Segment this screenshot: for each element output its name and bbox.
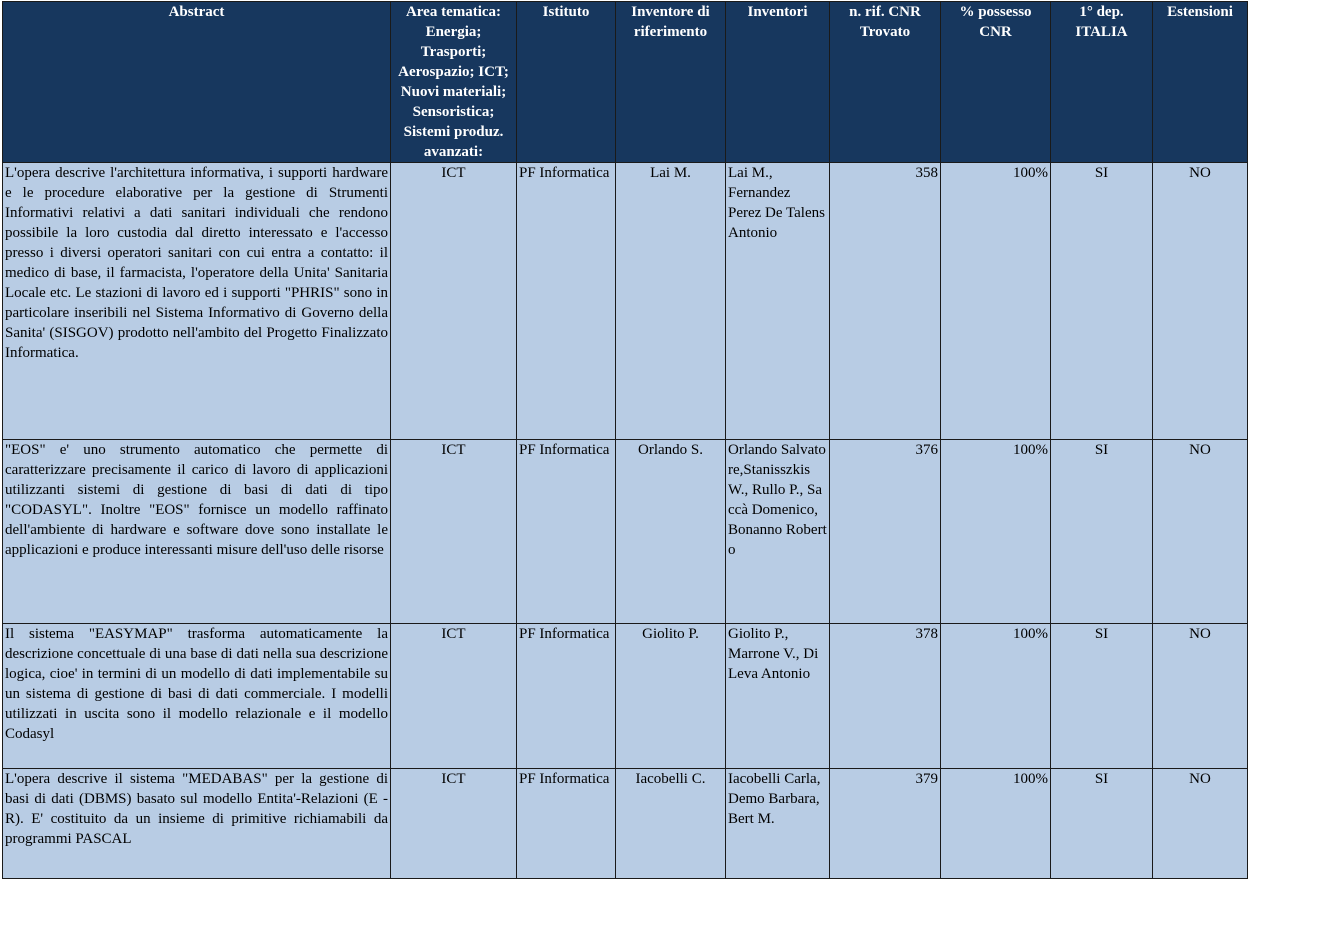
cell-dep-italia: SI — [1051, 769, 1153, 879]
cell-abstract: Il sistema "EASYMAP" trasforma automaticamente la descrizione concettuale di una base di dati nella sua descrizione logica, cioe' in termini di un modello di dati implementabile su un sistema di gestione di basi di dati commerciale. I modelli utilizzati in uscita sono il modello relazionale e il modello Codasyl — [3, 624, 391, 769]
cell-n-rif: 379 — [830, 769, 941, 879]
cell-area: ICT — [391, 769, 517, 879]
table-row — [3, 624, 1248, 769]
header-estensioni: Estensioni — [1153, 2, 1248, 163]
cell-inventori: Iacobelli Carla, Demo Barbara, Bert M. — [726, 769, 830, 879]
cell-dep-italia: SI — [1051, 440, 1153, 624]
header-dep-italia: 1° dep. ITALIA — [1051, 2, 1153, 163]
cell-possesso: 100% — [941, 624, 1051, 769]
cell-estensioni: NO — [1153, 769, 1248, 879]
cell-inventore-rif: Giolito P. — [616, 624, 726, 769]
header-abstract: Abstract — [3, 2, 391, 163]
cell-dep-italia: SI — [1051, 163, 1153, 440]
table-row — [3, 769, 1248, 879]
header-n-rif: n. rif. CNR Trovato — [830, 2, 941, 163]
cell-istituto: PF Informatica — [517, 769, 616, 879]
cell-estensioni: NO — [1153, 163, 1248, 440]
cell-abstract: L'opera descrive l'architettura informativa, i supporti hardware e le procedure elaborative per la gestione di Strumenti Informativi relativi a dati sanitari individuali che rendono possibile la loro custodia dal diretto interessato e l'accesso presso i diversi operatori sanitari con cui entra a contatto: il medico di base, il farmacista, l'operatore della Unita' Sanitaria Locale etc. Le stazioni di lavoro ed i supporti "PHRIS" sono in particolare inseribili nel Sistema Informativo di Governo della Sanita' (SISGOV) prodotto nell'ambito del Progetto Finalizzato Informatica. — [3, 163, 391, 440]
cell-n-rif: 358 — [830, 163, 941, 440]
cell-possesso: 100% — [941, 440, 1051, 624]
header-area-tematica: Area tematica: Energia; Trasporti; Aerospazio; ICT; Nuovi materiali; Sensoristica; Sistemi produz. avanzati: — [391, 2, 517, 163]
cell-dep-italia: SI — [1051, 624, 1153, 769]
cell-possesso: 100% — [941, 769, 1051, 879]
cell-possesso: 100% — [941, 163, 1051, 440]
cell-inventori: Orlando Salvatore,Stanisszkis W., Rullo P., Saccà Domenico, Bonanno Roberto — [726, 440, 830, 624]
header-row — [3, 2, 1248, 163]
table-row — [3, 163, 1248, 440]
header-istituto: Istituto — [517, 2, 616, 163]
cell-inventori: Lai M., Fernandez Perez De Talens Antonio — [726, 163, 830, 440]
cell-estensioni: NO — [1153, 440, 1248, 624]
cell-istituto: PF Informatica — [517, 163, 616, 440]
cell-inventore-rif: Orlando S. — [616, 440, 726, 624]
cell-area: ICT — [391, 440, 517, 624]
cell-abstract: L'opera descrive il sistema "MEDABAS" per la gestione di basi di dati (DBMS) basato sul modello Entita'-Relazioni (E - R). E' costituito da un insieme di primitive richiamabili da programmi PASCAL — [3, 769, 391, 879]
cell-inventore-rif: Lai M. — [616, 163, 726, 440]
header-inventori: Inventori — [726, 2, 830, 163]
cell-estensioni: NO — [1153, 624, 1248, 769]
table-row — [3, 440, 1248, 624]
header-inventore-riferimento: Inventore di riferimento — [616, 2, 726, 163]
cell-area: ICT — [391, 624, 517, 769]
document-page — [2, 1, 1248, 879]
cell-istituto: PF Informatica — [517, 624, 616, 769]
patents-table — [2, 1, 1248, 879]
header-possesso: % possesso CNR — [941, 2, 1051, 163]
cell-inventori: Giolito P., Marrone V., Di Leva Antonio — [726, 624, 830, 769]
cell-inventore-rif: Iacobelli C. — [616, 769, 726, 879]
cell-n-rif: 376 — [830, 440, 941, 624]
cell-n-rif: 378 — [830, 624, 941, 769]
cell-istituto: PF Informatica — [517, 440, 616, 624]
cell-abstract: "EOS" e' uno strumento automatico che permette di caratterizzare precisamente il carico di lavoro di applicazioni utilizzanti sistemi di gestione di basi di dati di tipo "CODASYL". Inoltre "EOS" fornisce un modello raffinato dell'ambiente di hardware e software dove sono installate le applicazioni e produce interessanti misure dell'uso delle risorse — [3, 440, 391, 624]
cell-area: ICT — [391, 163, 517, 440]
